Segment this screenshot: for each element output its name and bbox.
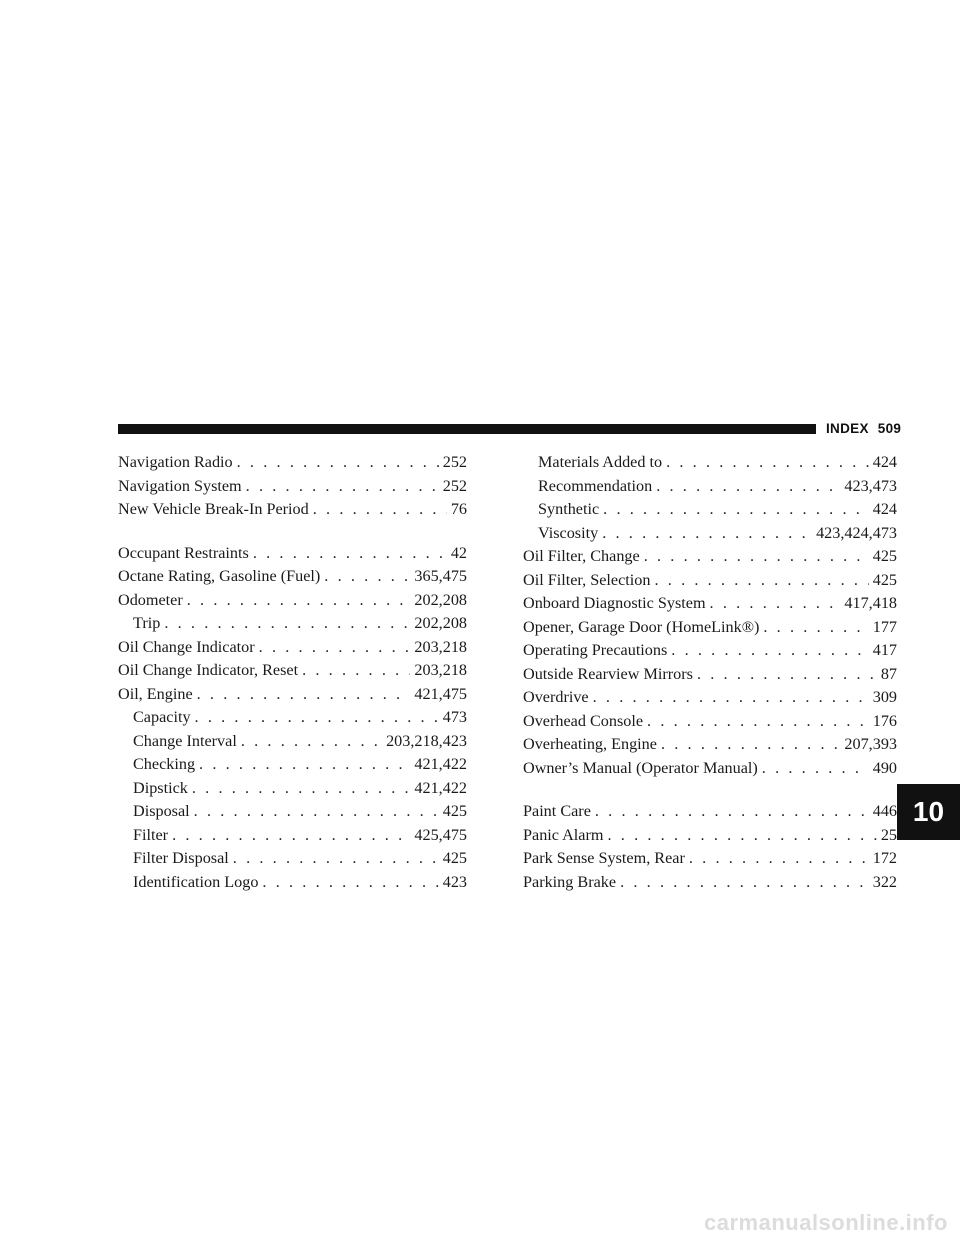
index-term: Trip [133,614,161,632]
index-page-ref: 177 [872,617,897,636]
index-entry [118,542,467,566]
index-entry [523,871,897,895]
index-subentry [523,522,897,546]
dot-leader [762,757,869,781]
index-entry [523,847,897,871]
dot-leader [313,498,447,522]
index-subentry [118,706,467,730]
index-term: Overheating, Engine [523,735,657,753]
page-number: 509 [877,421,902,436]
index-term: Recommendation [538,476,653,495]
index-term: Capacity [133,708,191,726]
dot-leader [602,522,812,546]
index-term: Viscosity [538,523,599,542]
section-title: INDEX [826,421,869,436]
index-entry [118,636,467,660]
dot-leader [654,569,868,593]
dot-leader [666,451,869,475]
running-header [826,421,901,436]
index-term: Onboard Diagnostic System [523,594,706,612]
index-term: Disposal [133,802,190,820]
dot-leader [671,639,868,663]
dot-leader [593,686,869,710]
index-term: Checking [133,755,196,773]
index-term: Materials Added to [538,453,663,471]
index-entry [523,639,897,663]
index-term: Change Interval [133,731,237,750]
index-page-ref: 322 [872,872,897,891]
chapter-tab: 10 [897,784,960,840]
dot-leader [262,871,438,895]
index-term: Owner’s Manual (Operator Manual) [523,758,758,777]
index-subentry [523,475,897,499]
index-term: Synthetic [538,500,600,518]
index-page-ref: 424 [872,453,897,471]
index-term: Park Sense System, Rear [523,849,685,867]
dot-leader [192,777,411,801]
index-column-right [523,451,897,894]
dot-leader [595,800,869,824]
dot-leader [237,451,439,475]
dot-leader [607,824,876,848]
index-page-ref: 202,208 [414,590,467,609]
dot-leader [656,475,840,499]
index-page-ref: 252 [442,453,467,471]
header-rule [118,424,816,434]
dot-leader [647,710,869,734]
index-page-ref: 417 [872,641,897,659]
index-entry [523,733,897,757]
index-term: Oil Change Indicator, Reset [118,661,299,679]
index-page-ref: 421,475 [414,684,467,703]
index-term: Identification Logo [133,872,259,891]
index-term: New Vehicle Break-In Period [118,500,309,518]
dot-leader [164,612,410,636]
index-page-ref: 172 [872,849,897,867]
index-entry [118,683,467,707]
index-term: Filter [133,825,169,844]
index-page-ref: 423,473 [844,476,897,495]
index-term: Parking Brake [523,872,617,891]
index-term: Occupant Restraints [118,543,249,562]
index-subentry [118,847,467,871]
index-page-ref: 176 [872,711,897,730]
index-page-ref: 423 [442,872,467,891]
index-page-ref: 446 [872,802,897,820]
index-term: Oil Filter, Selection [523,570,651,589]
index-term: Panic Alarm [523,825,604,844]
index-subentry [523,451,897,475]
index-page-ref: 203,218 [414,637,467,656]
index-page-ref: 490 [872,758,897,777]
index-column-left [118,451,467,894]
index-page-ref: 424 [872,500,897,518]
index-entry [118,498,467,522]
index-entry [118,451,467,475]
index-term: Overhead Console [523,711,644,730]
index-entry [118,475,467,499]
dot-leader [689,847,869,871]
index-page-ref: 417,418 [844,594,897,612]
index-page-ref: 421,422 [414,755,467,773]
index-page-ref: 203,218,423 [386,731,467,750]
index-subentry [118,730,467,754]
index-term: Opener, Garage Door (HomeLink®) [523,617,760,636]
index-page-ref: 425 [872,570,897,589]
index-entry [523,757,897,781]
index-page-ref: 252 [442,476,467,495]
index-page-ref: 25 [880,825,897,844]
index-term: Filter Disposal [133,849,229,867]
dot-leader [197,683,411,707]
dot-leader [324,565,410,589]
index-entry [523,800,897,824]
index-entry [118,589,467,613]
index-subentry [118,777,467,801]
index-term: Octane Rating, Gasoline (Fuel) [118,567,321,585]
index-entry [523,686,897,710]
dot-leader [233,847,439,871]
dot-leader [763,616,868,640]
dot-leader [603,498,869,522]
dot-leader [187,589,411,613]
index-page-ref: 76 [450,500,467,518]
index-page-ref: 423,424,473 [816,523,897,542]
index-subentry [118,871,467,895]
dot-leader [710,592,841,616]
index-entry [523,592,897,616]
index-page-ref: 87 [880,664,897,683]
dot-leader [644,545,869,569]
index-page-ref: 309 [872,688,897,706]
index-page-ref: 425 [872,547,897,565]
dot-leader [253,542,447,566]
index-term: Oil Filter, Change [523,547,640,565]
index-term: Outside Rearview Mirrors [523,664,693,683]
index-term: Navigation Radio [118,453,233,471]
index-page-ref: 425 [442,849,467,867]
index-term: Dipstick [133,778,188,797]
index-entry [523,710,897,734]
index-entry [523,545,897,569]
index-term: Overdrive [523,688,589,706]
index-term: Oil Change Indicator [118,637,255,656]
dot-leader [172,824,410,848]
index-entry [118,659,467,683]
dot-leader [195,706,439,730]
index-subentry [118,612,467,636]
watermark: carmanualsonline.info [704,1210,948,1235]
index-term: Odometer [118,590,183,609]
index-entry [523,569,897,593]
dot-leader [661,733,840,757]
index-subentry [523,498,897,522]
index-entry [523,616,897,640]
index-term: Paint Care [523,802,591,820]
dot-leader [302,659,410,683]
index-term: Navigation System [118,476,242,495]
dot-leader [620,871,869,895]
index-page-ref: 421,422 [414,778,467,797]
index-entry [118,565,467,589]
index-subentry [118,800,467,824]
dot-leader [246,475,439,499]
index-entry [523,824,897,848]
index-page-ref: 207,393 [844,735,897,753]
dot-leader [241,730,382,754]
index-term: Operating Precautions [523,641,668,659]
index-page-ref: 203,218 [414,661,467,679]
index-page-ref: 202,208 [414,614,467,632]
index-page-ref: 365,475 [414,567,467,585]
dot-leader [259,636,411,660]
dot-leader [697,663,877,687]
index-page-ref: 42 [450,543,467,562]
dot-leader [194,800,439,824]
dot-leader [199,753,410,777]
index-page-ref: 473 [442,708,467,726]
index-page-ref: 425 [442,802,467,820]
index-subentry [118,824,467,848]
index-entry [523,663,897,687]
index-page-ref: 425,475 [414,825,467,844]
index-term: Oil, Engine [118,684,193,703]
index-subentry [118,753,467,777]
